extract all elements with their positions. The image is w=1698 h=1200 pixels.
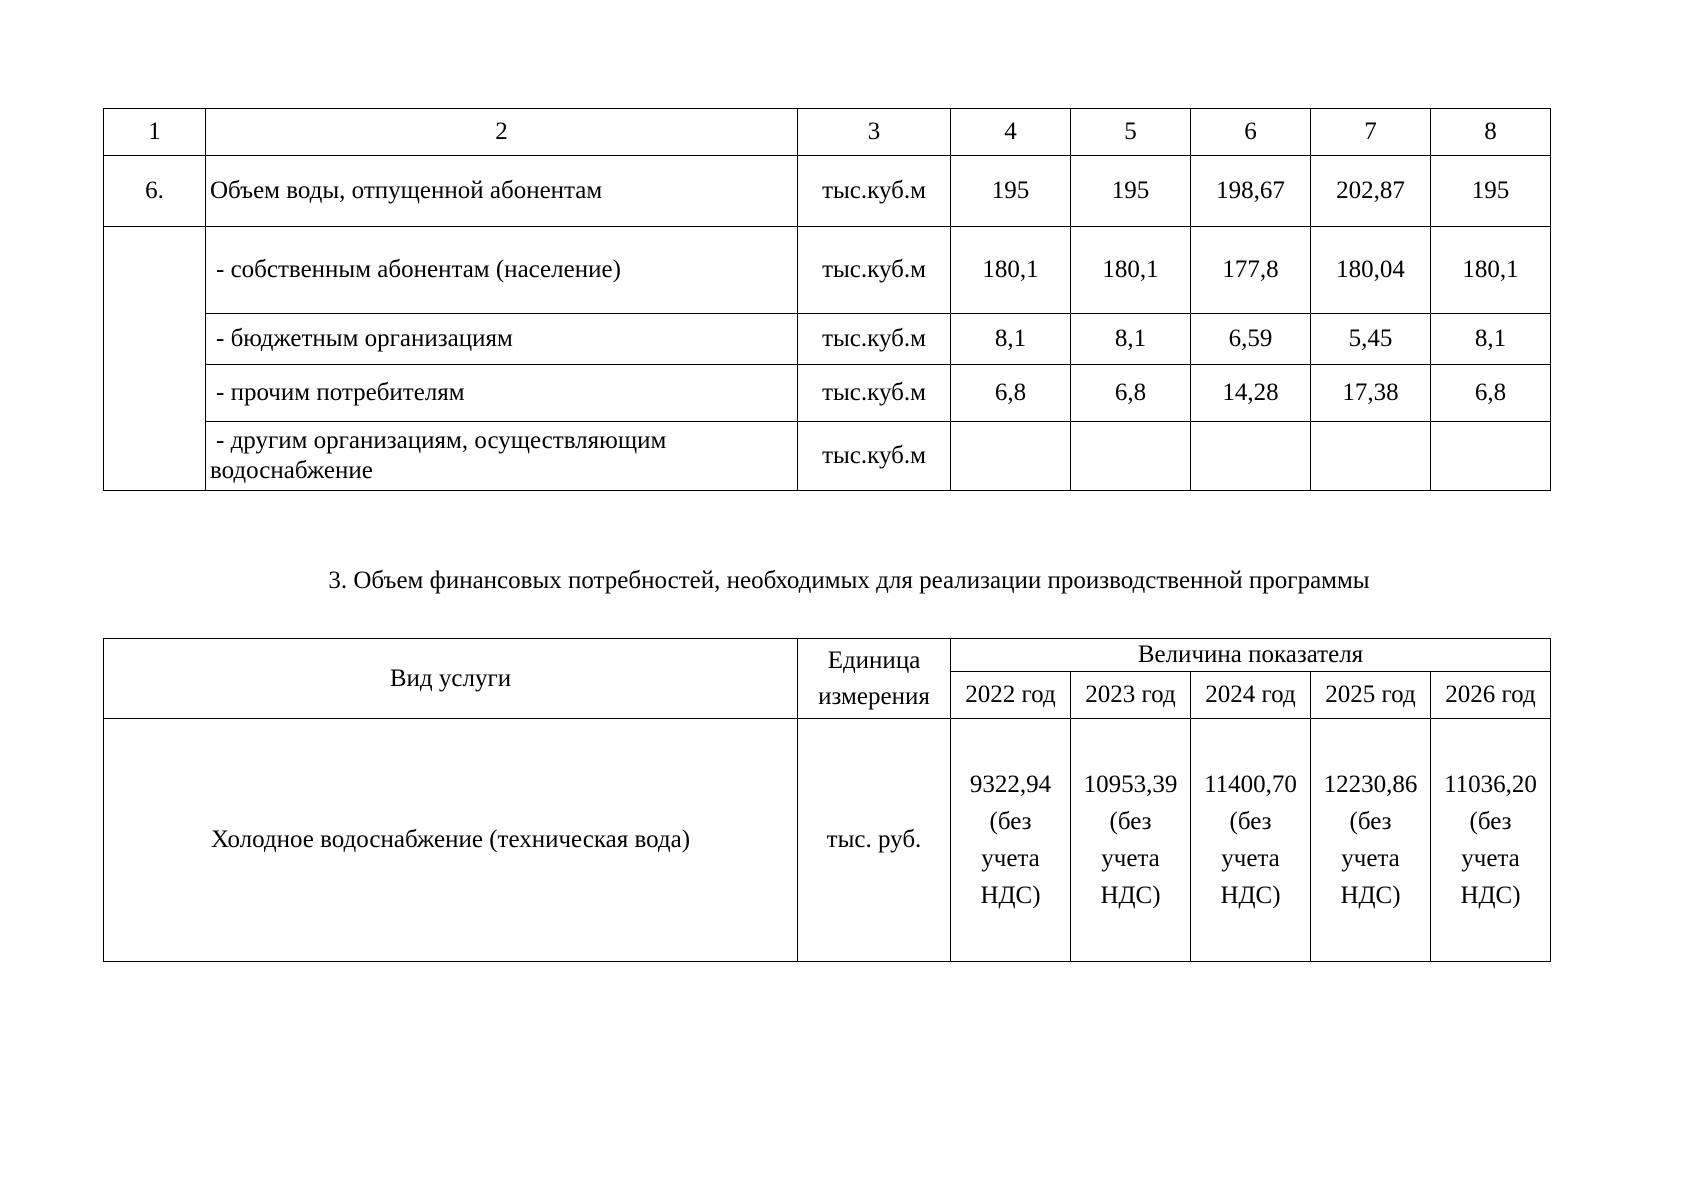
unit-header-line1: Единица	[827, 646, 921, 674]
value-cell	[951, 719, 1071, 962]
value-cell	[1311, 422, 1431, 491]
year-header: 2026 год	[1431, 672, 1551, 719]
service-column-header: Вид услуги	[104, 639, 798, 719]
value-note: НДС)	[1100, 882, 1161, 909]
value-note: (без	[1229, 808, 1272, 835]
value-note: НДС)	[980, 882, 1041, 909]
value-cell: 6,8	[1431, 365, 1551, 422]
row-unit: тыс.куб.м	[798, 227, 951, 314]
table-row	[104, 227, 1551, 314]
header-cell: 5	[1071, 109, 1191, 156]
value-amount: 12230,86	[1323, 771, 1418, 798]
value-note: учета	[1101, 845, 1160, 872]
row-unit: тыс.куб.м	[798, 156, 951, 227]
row-name: - прочим потребителям	[206, 365, 798, 422]
value-cell: 8,1	[951, 314, 1071, 365]
unit-column-header	[798, 639, 951, 719]
row-name	[206, 422, 798, 491]
value-cell: 180,1	[951, 227, 1071, 314]
value-cell: 195	[1431, 156, 1551, 227]
year-header: 2022 год	[951, 672, 1071, 719]
value-cell: 198,67	[1191, 156, 1311, 227]
value-cell: 180,1	[1071, 227, 1191, 314]
value-cell	[1431, 719, 1551, 962]
value-note: НДС)	[1220, 882, 1281, 909]
value-amount: 9322,94	[969, 771, 1052, 798]
row-number: 6.	[104, 156, 206, 227]
value-cell: 180,1	[1431, 227, 1551, 314]
row-name: - бюджетным организациям	[206, 314, 798, 365]
value-note: (без	[1349, 808, 1392, 835]
value-cell: 8,1	[1071, 314, 1191, 365]
water-volume-table	[103, 108, 1551, 491]
year-header: 2024 год	[1191, 672, 1311, 719]
unit-header-line2: измерения	[818, 682, 930, 710]
service-unit: тыс. руб.	[798, 719, 951, 962]
table-row	[104, 314, 1551, 365]
value-note: учета	[1221, 845, 1280, 872]
value-cell	[1431, 422, 1551, 491]
year-header: 2025 год	[1311, 672, 1431, 719]
section-heading: 3. Объем финансовых потребностей, необходимых для реализации производственной программы	[328, 567, 1370, 594]
financial-needs-table	[103, 638, 1551, 962]
table-row	[104, 719, 1551, 962]
table-row	[104, 156, 1551, 227]
value-cell	[1191, 719, 1311, 962]
value-note: учета	[981, 845, 1040, 872]
value-cell: 6,8	[951, 365, 1071, 422]
value-note: (без	[1109, 808, 1152, 835]
row-number	[104, 227, 206, 491]
value-cell	[951, 422, 1071, 491]
value-cell: 177,8	[1191, 227, 1311, 314]
header-cell: 6	[1191, 109, 1311, 156]
value-cell	[1071, 422, 1191, 491]
header-cell: 7	[1311, 109, 1431, 156]
value-amount: 11400,70	[1204, 771, 1297, 798]
service-name: Холодное водоснабжение (техническая вода)	[104, 719, 798, 962]
value-cell: 202,87	[1311, 156, 1431, 227]
row-unit: тыс.куб.м	[798, 422, 951, 491]
value-note: НДС)	[1340, 882, 1401, 909]
row-unit: тыс.куб.м	[798, 365, 951, 422]
header-cell: 3	[798, 109, 951, 156]
value-cell: 14,28	[1191, 365, 1311, 422]
header-cell: 8	[1431, 109, 1551, 156]
value-cell: 17,38	[1311, 365, 1431, 422]
row-name-line1: - другим организациям, осуществляющим	[216, 427, 667, 454]
header-cell: 1	[104, 109, 206, 156]
value-note: (без	[1469, 808, 1512, 835]
value-note: НДС)	[1460, 882, 1521, 909]
value-cell: 6,8	[1071, 365, 1191, 422]
table-row	[104, 422, 1551, 491]
value-amount: 11036,20	[1444, 771, 1537, 798]
value-cell: 195	[1071, 156, 1191, 227]
table2-header-row-1	[104, 639, 1551, 672]
value-cell: 195	[951, 156, 1071, 227]
value-cell	[1071, 719, 1191, 962]
header-cell: 2	[206, 109, 798, 156]
row-name: Объем воды, отпущенной абонентам	[206, 156, 798, 227]
value-cell	[1191, 422, 1311, 491]
value-cell: 180,04	[1311, 227, 1431, 314]
row-name: - собственным абонентам (население)	[206, 227, 798, 314]
value-cell: 8,1	[1431, 314, 1551, 365]
value-note: учета	[1341, 845, 1400, 872]
header-cell: 4	[951, 109, 1071, 156]
value-amount: 10953,39	[1083, 771, 1178, 798]
value-cell: 6,59	[1191, 314, 1311, 365]
value-cell	[1311, 719, 1431, 962]
row-unit: тыс.куб.м	[798, 314, 951, 365]
table-row	[104, 365, 1551, 422]
table1-header-row	[104, 109, 1551, 156]
year-header: 2023 год	[1071, 672, 1191, 719]
row-name-line2: водоснабжение	[210, 457, 373, 484]
value-note: (без	[989, 808, 1032, 835]
value-group-header: Величина показателя	[951, 639, 1551, 672]
value-cell: 5,45	[1311, 314, 1431, 365]
value-note: учета	[1461, 845, 1520, 872]
